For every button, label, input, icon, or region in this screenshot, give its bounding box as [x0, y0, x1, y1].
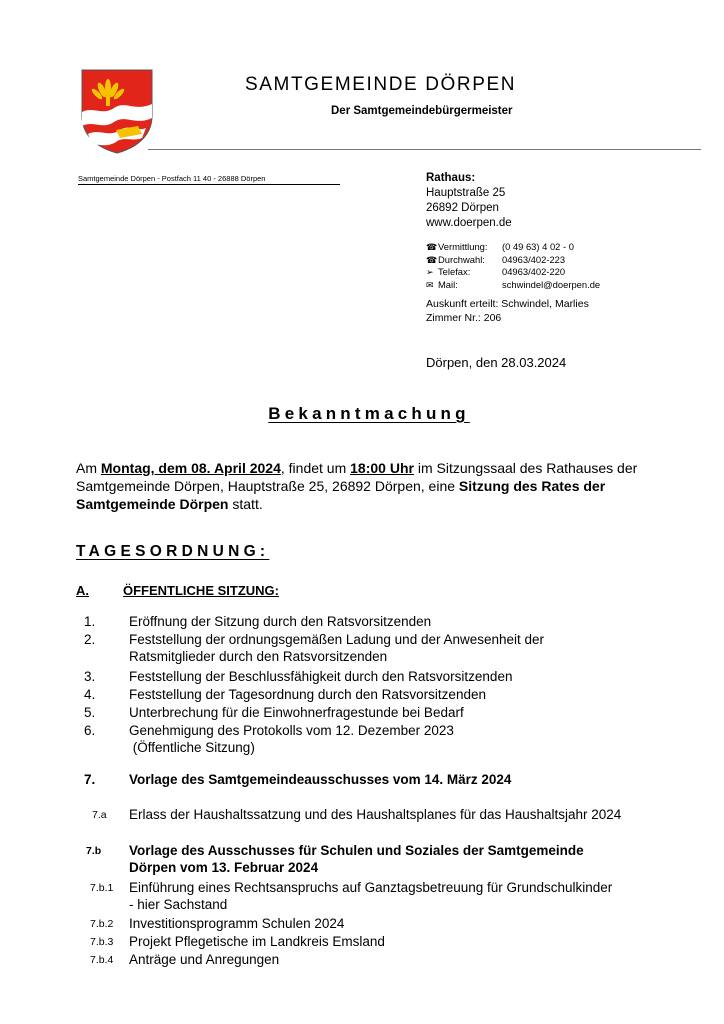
contact-label: Durchwahl: — [438, 253, 485, 265]
agenda-item — [76, 951, 686, 968]
intro-text: , findet um — [280, 460, 351, 476]
organization-subtitle: Der Samtgemeindebürgermeister — [331, 105, 513, 117]
contact-value: schwindel@doerpen.de — [502, 278, 601, 290]
agenda-number: 7.a — [92, 809, 107, 821]
agenda-item — [76, 771, 686, 788]
agenda-text: Anträge und Anregungen — [129, 952, 280, 967]
coat-of-arms-logo — [80, 68, 154, 154]
mail-icon: ✉ — [426, 279, 434, 290]
agenda-number: 7.b — [86, 845, 102, 857]
section-letter: A. — [76, 583, 89, 598]
agenda-number: 7.b.3 — [90, 936, 114, 948]
contact-value: 04963/402-223 — [502, 253, 566, 265]
agenda-item — [76, 722, 686, 756]
agenda-text: Vorlage des Ausschusses für Schulen und Soziales der Samtgemeinde — [129, 843, 584, 858]
contact-person — [426, 297, 589, 325]
agenda-number: 6. — [84, 723, 96, 738]
agenda-text-cont: (Öffentliche Sitzung) — [129, 740, 255, 755]
rathaus-website: www.doerpen.de — [426, 217, 512, 229]
agenda-number: 7.b.2 — [90, 918, 114, 930]
contact-value: (0 49 63) 4 02 - 0 — [502, 241, 574, 252]
section-a-heading — [76, 583, 279, 598]
meeting-date: Montag, dem 08. April 2024 — [100, 460, 281, 476]
agenda-text: Projekt Pflegetische im Landkreis Emsland — [129, 934, 385, 949]
meeting-time: 18:00 Uhr — [350, 460, 414, 476]
agenda-item — [76, 933, 686, 950]
agenda-text-cont: Ratsmitglieder durch den Ratsvorsitzenden — [129, 649, 388, 664]
phone-icon: ☎ — [426, 254, 438, 265]
agenda-item — [76, 842, 686, 876]
return-address: Samtgemeinde Dörpen - Postfach 11 40 - 26888 Dörpen — [78, 174, 340, 185]
agenda-text: Vorlage des Samtgemeindeausschusses vom 14. März 2024 — [129, 772, 512, 787]
agenda-text: Feststellung der Tagesordnung durch den Ratsvorsitzenden — [129, 687, 486, 702]
agenda-item — [76, 879, 686, 913]
agenda-text: Einführung eines Rechtsanspruchs auf Ganztagsbetreuung für Grundschulkinder — [129, 880, 613, 895]
meeting-name: Sitzung des Rates der Samtgemeinde Dörpen — [76, 478, 606, 512]
document-title-wrap — [0, 404, 724, 424]
contact-list — [426, 241, 600, 291]
fax-icon: ➢ — [426, 267, 434, 277]
document-title: Bekanntmachung — [268, 404, 470, 423]
intro-text: statt. — [228, 496, 263, 512]
agenda-number: 1. — [84, 614, 96, 629]
contact-label: Vermittlung: — [438, 241, 488, 252]
document-date: Dörpen, den 28.03.2024 — [426, 355, 567, 370]
organization-name: SAMTGEMEINDE DÖRPEN — [245, 74, 517, 95]
agenda-heading: TAGESORDNUNG: — [76, 543, 270, 560]
agenda-text: Unterbrechung für die Einwohnerfragestunde bei Bedarf — [129, 705, 464, 720]
contact-value: 04963/402-220 — [502, 266, 566, 277]
contact-label: Mail: — [438, 278, 458, 290]
rathaus-address — [426, 171, 512, 231]
rathaus-title: Rathaus: — [426, 172, 476, 184]
contact-row — [426, 279, 600, 292]
agenda-text: Erlass der Haushaltssatzung und des Haushaltsplanes für das Haushaltsjahr 2024 — [129, 807, 622, 822]
agenda-number: 7. — [84, 772, 96, 787]
agenda-text: Feststellung der ordnungsgemäßen Ladung und der Anwesenheit der — [129, 632, 545, 647]
header-divider — [148, 149, 701, 150]
agenda-text-cont: - hier Sachstand — [129, 897, 228, 912]
agenda-number: 7.b.4 — [90, 954, 114, 966]
agenda-text-cont: Dörpen vom 13. Februar 2024 — [129, 860, 319, 875]
agenda-item — [76, 668, 686, 685]
rathaus-city: 26892 Dörpen — [426, 202, 499, 214]
contact-row — [426, 241, 600, 254]
agenda-item — [76, 613, 686, 630]
agenda-number: 7.b.1 — [90, 882, 114, 894]
auskunft-line: Auskunft erteilt: Schwindel, Marlies — [426, 298, 589, 310]
agenda-text: Investitionsprogramm Schulen 2024 — [129, 916, 345, 931]
agenda-text: Feststellung der Beschlussfähigkeit durch den Ratsvorsitzenden — [129, 669, 513, 684]
agenda-number: 5. — [84, 705, 96, 720]
room-number: Zimmer Nr.: 206 — [426, 312, 502, 324]
contact-row — [426, 254, 600, 267]
contact-label: Telefax: — [438, 266, 471, 277]
rathaus-street: Hauptstraße 25 — [426, 187, 506, 199]
intro-text: Am — [76, 460, 101, 476]
intro-text: im Sitzungssaal des Rathauses der Samtgemeinde Dörpen, Hauptstraße 25, 26892 Dörpen, eine — [76, 460, 638, 494]
phone-icon: ☎ — [426, 242, 438, 252]
agenda-item — [76, 704, 686, 721]
agenda-item — [76, 686, 686, 703]
agenda-number: 2. — [84, 632, 96, 647]
agenda-number: 4. — [84, 687, 96, 702]
agenda-item — [76, 915, 686, 932]
agenda-item — [76, 806, 686, 823]
agenda-text: Eröffnung der Sitzung durch den Ratsvorsitzenden — [129, 614, 432, 629]
intro-paragraph — [76, 459, 696, 513]
agenda-number: 3. — [84, 669, 96, 684]
agenda-text: Genehmigung des Protokolls vom 12. Dezember 2023 — [129, 723, 454, 738]
contact-row — [426, 266, 600, 279]
agenda-item — [76, 631, 686, 665]
section-title: ÖFFENTLICHE SITZUNG: — [123, 583, 279, 598]
